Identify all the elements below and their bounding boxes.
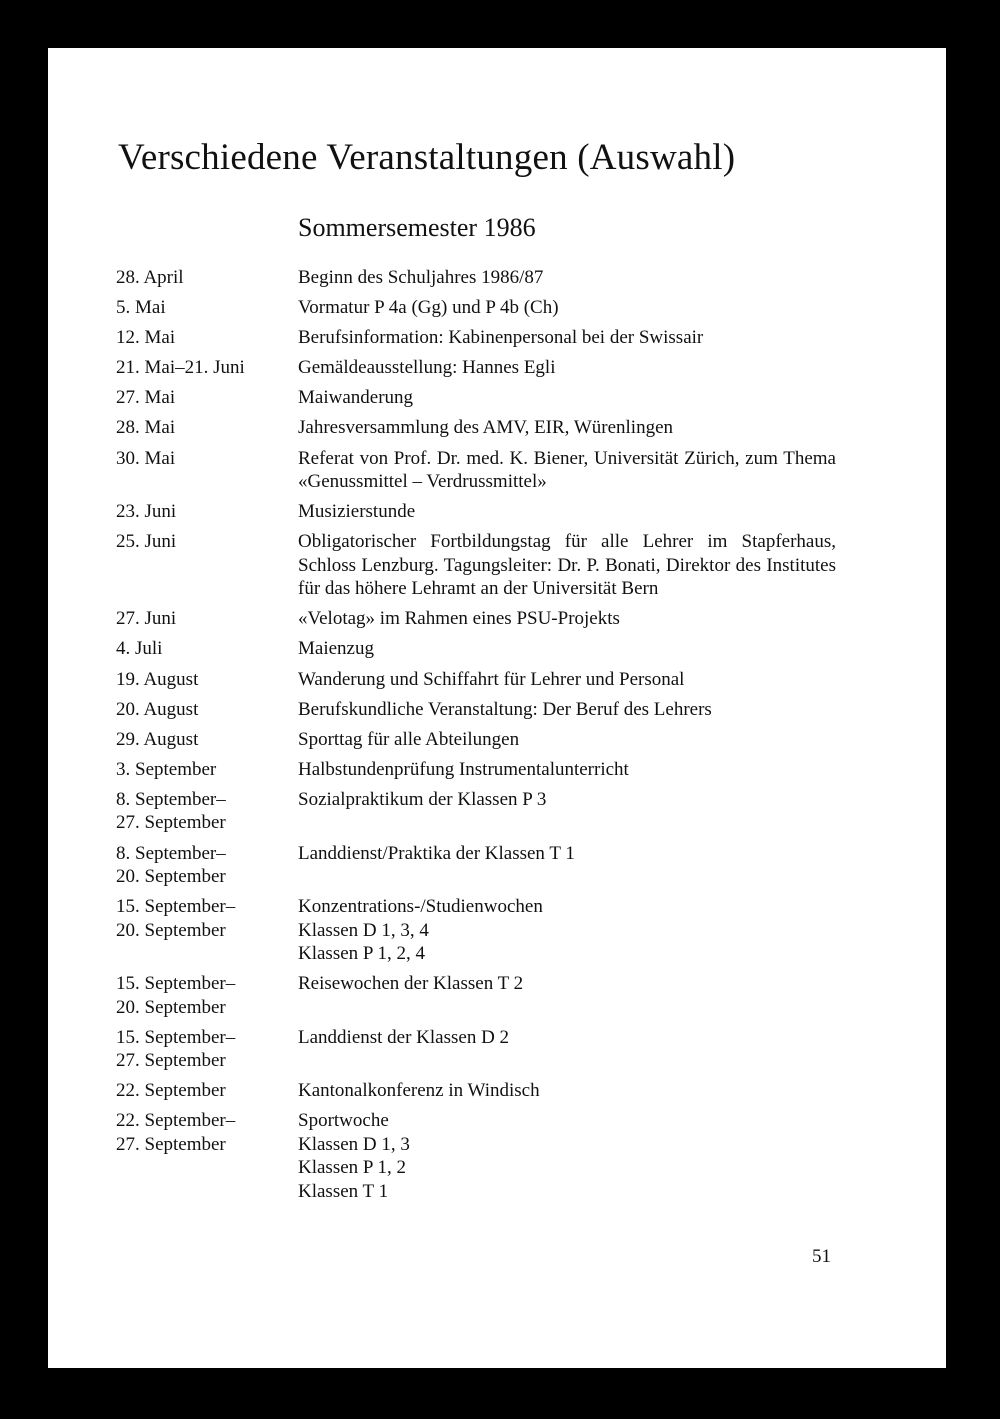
event-description-line: Landdienst der Klassen D 2 <box>298 1026 510 1048</box>
event-description <box>298 728 836 752</box>
event-description <box>298 668 836 692</box>
event-description-line: Klassen D 1, 3, 4 <box>298 919 429 941</box>
event-description-line: Beginn des Schuljahres 1986/87 <box>298 267 544 288</box>
event-description <box>298 266 836 290</box>
event-date: 3. September <box>116 758 217 780</box>
event-description-line: Gemäldeausstellung: Hannes Egli <box>298 357 556 379</box>
event-row <box>116 266 836 290</box>
event-row <box>116 1079 836 1103</box>
event-description-line: Klassen P 1, 2 <box>298 1157 407 1179</box>
event-date: 28. April <box>116 267 184 288</box>
event-description <box>298 416 836 440</box>
event-description <box>298 972 836 1019</box>
event-description-line: Musizierstunde <box>298 501 416 523</box>
event-description-line: Berufsinformation: Kabinenpersonal bei der Swissair <box>298 327 704 349</box>
event-date: 21. Mai–21. Juni <box>116 357 245 379</box>
event-description <box>298 1109 836 1203</box>
event-date: 27. Juni <box>116 608 177 630</box>
event-description-line: Klassen D 1, 3 <box>298 1133 410 1155</box>
event-description <box>298 698 836 722</box>
event-date: 25. Juni <box>116 531 177 553</box>
event-description <box>298 356 836 380</box>
event-date: 8. September– 27. September <box>116 788 226 834</box>
event-description <box>298 386 836 410</box>
event-row <box>116 356 836 380</box>
event-date: 28. Mai <box>116 417 176 439</box>
event-description-line: Vormatur P 4a (Gg) und P 4b (Ch) <box>298 297 559 319</box>
event-date: 5. Mai <box>116 297 166 319</box>
event-date: 19. August <box>116 668 199 690</box>
event-description-line: Halbstundenprüfung Instrumentalunterricht <box>298 758 629 780</box>
event-row <box>116 500 836 524</box>
event-row <box>116 698 836 722</box>
event-description-line: Konzentrations-/Studienwochen <box>298 896 543 918</box>
event-date: 4. Juli <box>116 638 163 660</box>
event-date: 20. August <box>116 698 199 720</box>
event-date: 27. Mai <box>116 387 176 409</box>
event-row <box>116 668 836 692</box>
event-description <box>298 296 836 320</box>
event-row <box>116 637 836 661</box>
event-description-line: Sozialpraktikum der Klassen P 3 <box>298 788 547 810</box>
event-date: 15. September– 20. September <box>116 973 236 1018</box>
event-row <box>116 296 836 320</box>
event-row <box>116 1026 836 1073</box>
event-description: Referat von Prof. Dr. med. K. Biener, Universität Zürich, zum Thema «Genussmittel – Verdrussmittel» <box>298 447 836 493</box>
event-row <box>116 758 836 782</box>
event-description <box>298 326 836 350</box>
event-description-line: Jahresversammlung des AMV, EIR, Würenlingen <box>298 417 674 439</box>
event-description-line: Reisewochen der Klassen T 2 <box>298 973 524 995</box>
event-description-line: Maiwanderung <box>298 387 414 409</box>
semester-heading: Sommersemester 1986 <box>298 213 536 242</box>
event-description-line: Maienzug <box>298 638 374 660</box>
page-number: 51 <box>812 1246 831 1267</box>
event-row <box>116 895 836 966</box>
event-description <box>298 1026 836 1073</box>
event-description <box>298 607 836 631</box>
event-description-line: Klassen P 1, 2, 4 <box>298 943 426 965</box>
event-row <box>116 842 836 889</box>
event-date: 15. September– 27. September <box>116 1026 236 1072</box>
event-description <box>298 637 836 661</box>
event-description-line: Klassen T 1 <box>298 1180 389 1202</box>
event-row <box>116 530 836 601</box>
event-row <box>116 1109 836 1203</box>
event-description: Obligatorischer Fortbildungstag für alle Lehrer im Stapferhaus, Schloss Lenzburg. Tagungsleiter: Dr. P. Bonati, Direktor des Institutes für das höhere Lehramt an der Universität Bern <box>298 531 836 600</box>
event-description <box>298 758 836 782</box>
event-description <box>298 500 836 524</box>
event-row <box>116 607 836 631</box>
event-description-line: Wanderung und Schiffahrt für Lehrer und Personal <box>298 668 685 690</box>
event-date: 22. September– 27. September <box>116 1110 236 1155</box>
event-date: 8. September– 20. September <box>116 842 226 887</box>
event-date: 15. September– 20. September <box>116 896 236 941</box>
event-description-line: Sporttag für alle Abteilungen <box>298 728 520 750</box>
event-row <box>116 788 836 835</box>
event-date: 29. August <box>116 728 199 750</box>
event-description <box>298 842 836 889</box>
event-row <box>116 447 836 494</box>
event-description <box>298 895 836 966</box>
event-description-line: Landdienst/Praktika der Klassen T 1 <box>298 842 575 864</box>
document-page <box>48 48 946 1368</box>
event-date: 12. Mai <box>116 327 176 349</box>
event-description-line: «Velotag» im Rahmen eines PSU-Projekts <box>298 608 620 630</box>
event-date: 30. Mai <box>116 447 176 469</box>
event-date: 23. Juni <box>116 501 177 523</box>
event-description-line: Berufskundliche Veranstaltung: Der Beruf des Lehrers <box>298 698 712 720</box>
event-description-line: Sportwoche <box>298 1110 389 1132</box>
event-row <box>116 416 836 440</box>
event-description <box>298 788 836 835</box>
event-row <box>116 972 836 1019</box>
event-description-line: Kantonalkonferenz in Windisch <box>298 1080 540 1102</box>
event-row <box>116 326 836 350</box>
event-date: 22. September <box>116 1080 226 1102</box>
page-title: Verschiedene Veranstaltungen (Auswahl) <box>118 137 736 178</box>
event-description <box>298 1079 836 1103</box>
event-list <box>116 266 836 1210</box>
event-row <box>116 386 836 410</box>
event-row <box>116 728 836 752</box>
